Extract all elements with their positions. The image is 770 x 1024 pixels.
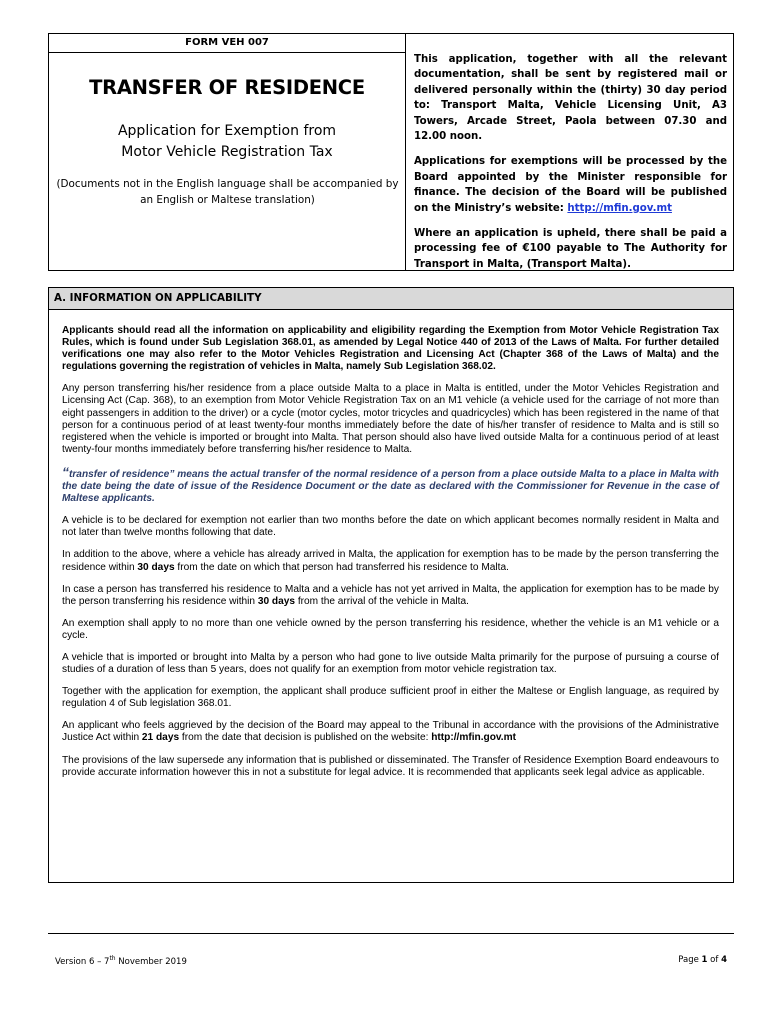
form-subtitle (49, 121, 405, 163)
appeal-text-b: from the date that decision is published on the website: (179, 732, 432, 744)
eligibility-paragraph: Any person transferring his/her residence from a place outside Malta to a place in Malta is entitled, under the Motor Vehicles Registration and Licensing Act (Cap. 368), to an exemption from Motor Vehicle Registration Tax on an M1 vehicle (a vehicle used for the carriage of not more than eight passengers in addition to the driver) or a cycle (motor cycles, motor tricycles and quadricycles) which has been registered in the name of that person for a continuous period of at least twenty-four months immediately before the date of his/her transfer of residence to Malta and is still so registered when the vehicle is imported or brought into Malta. That person should also have lived outside Malta for a continuous period of at least twenty-four months immediately before transferring his/her residence to Malta. (62, 383, 719, 455)
pending-vehicle-text-a: In case a person has transferred his residence to Malta and a vehicle has not yet arrived in Malta, the application for exemption has to be made by the person transferring his residence within (62, 583, 719, 607)
page-of: of (707, 955, 722, 965)
appeal-website-link[interactable]: http://mfin.gov.mt (431, 732, 516, 744)
arrived-vehicle-text-a: In addition to the above, where a vehicle has already arrived in Malta, the application for exemption has to be made by the person transferring the residence within (62, 549, 719, 573)
version-prefix: Version 6 – 7 (55, 956, 110, 967)
form-header-instructions (414, 52, 727, 282)
section-a (48, 287, 734, 883)
arrived-vehicle-text-b: from the date on which that person had transferred his residence to Malta. (174, 561, 509, 573)
form-title: TRANSFER OF RESIDENCE (89, 76, 365, 99)
arrived-vehicle-deadline: 30 days (137, 561, 175, 573)
intro-paragraph: Applicants should read all the information on applicability and eligibility regarding the Exemption from Motor Vehicle Registration Tax Rules, which is found under Sub Legislation 368.01, as amended by Legal Notice 440 of 2013 of the Laws of Malta. For further detailed verifications one may also refer to the Motor Vehicles Registration and Licensing Act (Chapter 368 of the Laws of Malta) and the regulations governing the registration of vehicles in Malta, namely Sub Legislation 368.02. (62, 325, 719, 373)
appeal-paragraph (62, 720, 719, 744)
form-header-left (49, 34, 406, 270)
page-label: Page (678, 955, 702, 965)
proof-paragraph: Together with the application for exemption, the applicant shall produce sufficient proof in either the Maltese or English language, as required by regulation 4 of Sub legislation 368.01. (62, 686, 719, 710)
form-code: FORM VEH 007 (49, 34, 405, 53)
processing-note (414, 154, 727, 216)
appeal-text-a: An applicant who feels aggrieved by the decision of the Board may appeal to the Tribunal in accordance with the provisions of the Administrative Justice Act within (62, 720, 719, 744)
appeal-deadline: 21 days (141, 732, 180, 744)
disclaimer-paragraph: The provisions of the law supersede any information that is published or disseminated. The Transfer of Residence Exemption Board endeavours to provide accurate information however this in not a substitute for legal advice. It is recommended that applicants seek legal advice as applicable. (62, 754, 719, 778)
definition-open-quote: “ (62, 463, 69, 480)
section-a-body (62, 325, 719, 789)
page-total: 4 (721, 955, 727, 965)
single-vehicle-paragraph: An exemption shall apply to no more than one vehicle owned by the person transferring his residence, whether the vehicle is an M1 vehicle or a cycle. (62, 617, 719, 641)
section-a-heading: A. INFORMATION ON APPLICABILITY (49, 288, 733, 310)
form-header-box (48, 33, 734, 271)
processing-note-text: Applications for exemptions will be processed by the Board appointed by the Minister responsible for finance. The decision of the Board will be published on the Ministry’s website: (414, 156, 727, 214)
pending-vehicle-deadline: 30 days (257, 595, 296, 607)
subtitle-line-1: Application for Exemption from (117, 123, 337, 139)
pending-vehicle-text-b: from the arrival of the vehicle in Malta. (295, 595, 469, 607)
processing-fee-note: Where an application is upheld, there shall be paid a processing fee of €100 payable to The Authority for Transport in Malta, (Transport Malta). (414, 228, 727, 270)
students-paragraph: A vehicle that is imported or brought into Malta by a person who had gone to live outside Malta primarily for the purpose of pursuing a course of studies of a duration of less than 5 years, does not qualify for an exemption from motor vehicle registration tax. (62, 651, 719, 676)
translation-note: (Documents not in the English language shall be accompanied by an English or Maltese translation) (56, 178, 399, 206)
subtitle-line-2: Motor Vehicle Registration Tax (121, 144, 333, 160)
version-label (55, 955, 187, 967)
definition-text: transfer of residence” means the actual transfer of the normal residence of a person from a place outside Malta to a place in Malta with the date being the date of issue of the Residence Document or the date as declared with the Commissioner for Revenue in the case of Maltese applicants. (62, 468, 719, 505)
footer-divider (48, 933, 734, 934)
page-current: 1 (701, 955, 708, 965)
submission-instructions: This application, together with all the relevant documentation, shall be sent by registered mail or delivered personally within the (thirty) 30 day period to: Transport Malta, Vehicle Licensing Unit, A3 Towers, Arcade Street, Paola between 07.30 and 12.00 noon. (414, 54, 727, 143)
declaration-timing-paragraph: A vehicle is to be declared for exemption not earlier than two months before the date on which applicant becomes normally resident in Malta and not later than twelve months following that date. (62, 515, 719, 539)
definition-paragraph (62, 463, 719, 505)
arrived-vehicle-paragraph (62, 549, 719, 573)
pending-vehicle-paragraph (62, 584, 719, 608)
page-number (678, 955, 727, 965)
ministry-website-link[interactable]: http://mfin.gov.mt (567, 202, 672, 214)
version-suffix: November 2019 (115, 956, 187, 967)
version-sup: th (109, 955, 116, 962)
